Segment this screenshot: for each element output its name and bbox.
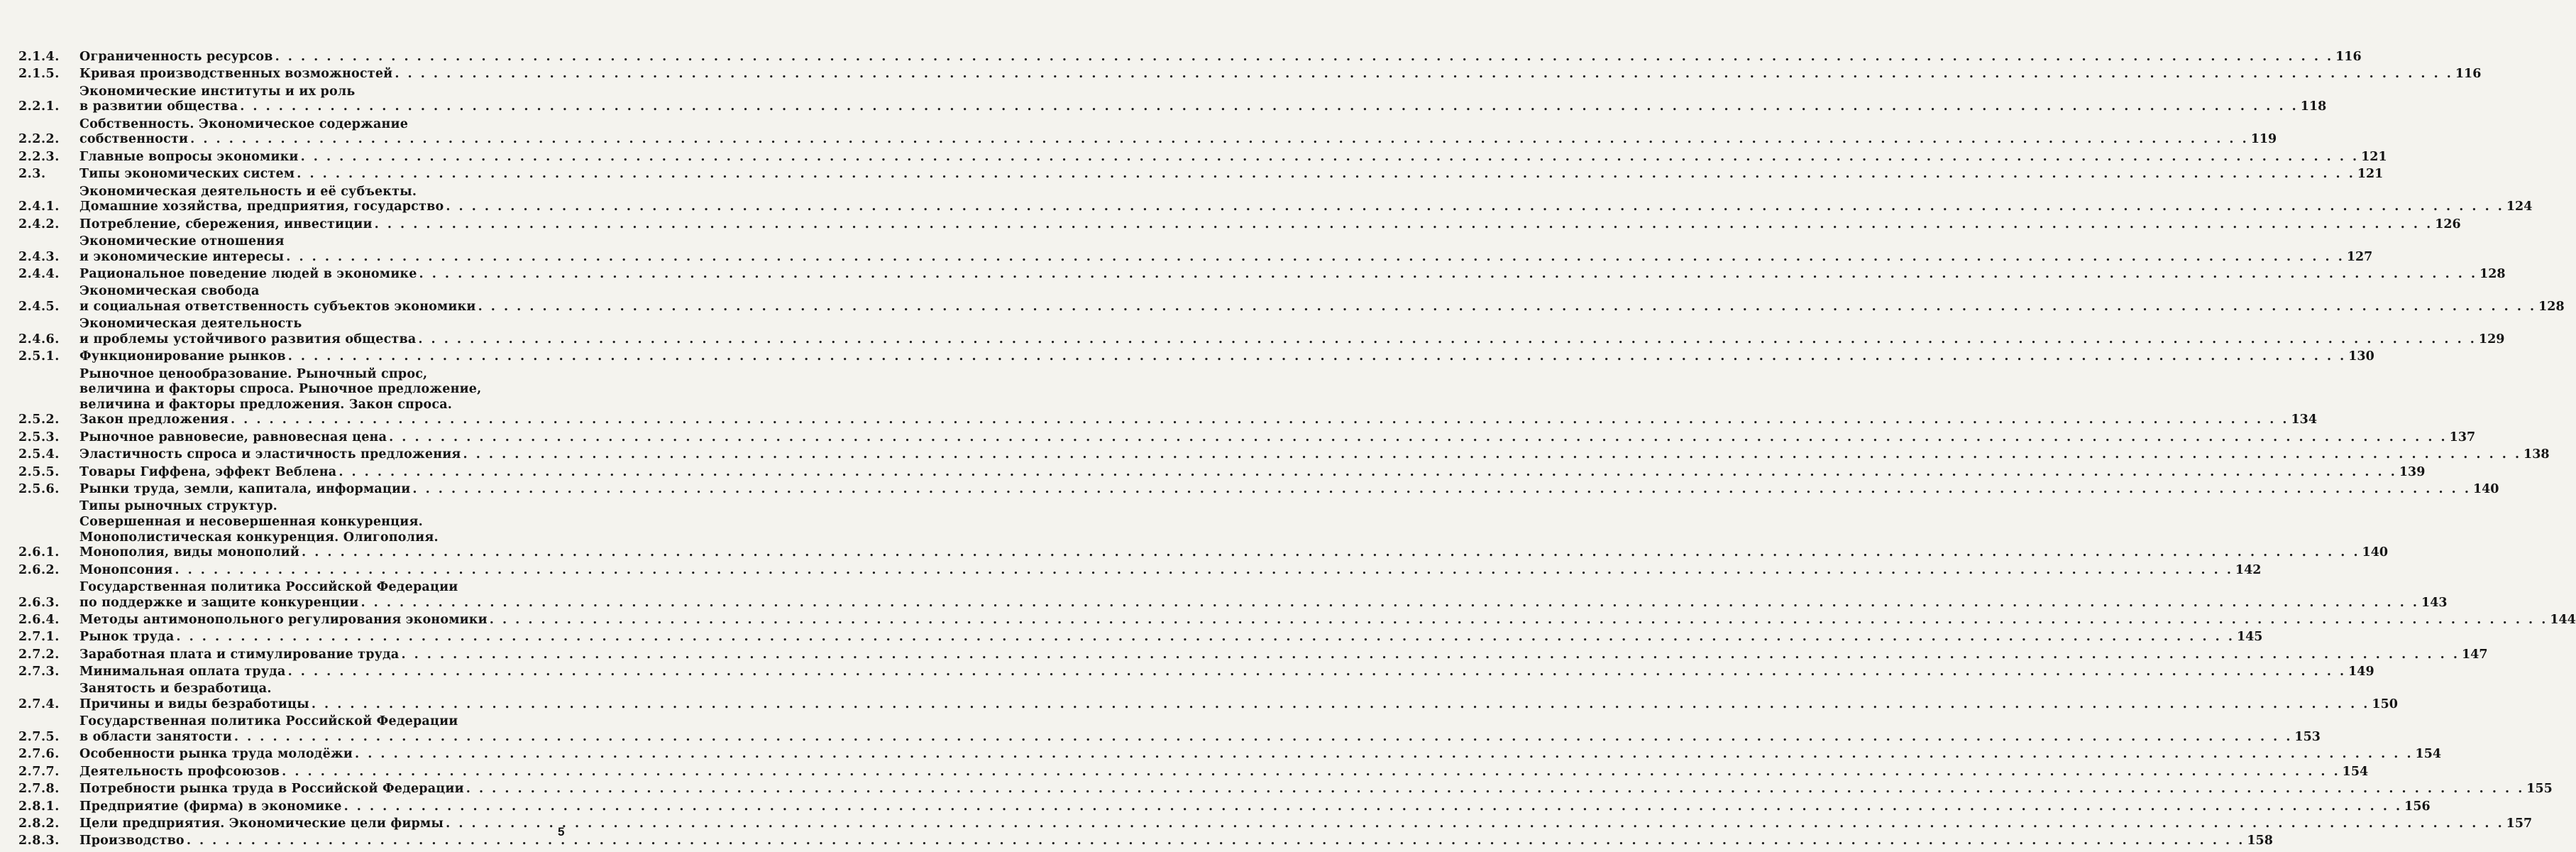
- page-reference: 127: [2346, 249, 2373, 264]
- section-title-line: Главные вопросы экономики: [79, 149, 299, 164]
- section-number: 2.7.1.: [18, 630, 60, 645]
- section-title-line: Типы рыночных структур.: [79, 499, 277, 514]
- section-title-line: Ограниченность ресурсов: [79, 50, 273, 64]
- page-reference: 119: [2250, 132, 2277, 147]
- page-reference: 116: [2335, 50, 2362, 64]
- section-number: 2.6.1.: [18, 545, 60, 560]
- toc-entry: [18, 481, 2499, 498]
- dot-leader: [412, 482, 2471, 498]
- section-number: 2.7.2.: [18, 647, 60, 662]
- section-title-line: Монополистическая конкуренция. Олигополия.: [79, 530, 439, 545]
- section-title-line: величина и факторы предложения. Закон спроса.: [79, 397, 453, 412]
- section-title-line: и экономические интересы: [79, 249, 285, 264]
- section-number: 2.8.3.: [18, 834, 60, 848]
- section-number: 2.4.5.: [18, 299, 60, 314]
- page-reference: 156: [2404, 799, 2431, 814]
- toc-entry: [18, 682, 2398, 712]
- toc-entry: [18, 647, 2488, 663]
- section-title-line: Рынки труда, земли, капитала, информации: [79, 481, 411, 496]
- page-reference: 121: [2357, 167, 2384, 182]
- dot-leader: [360, 596, 2419, 611]
- section-title-line: Эластичность спроса и эластичность предложения: [79, 447, 461, 462]
- section-number: 2.4.6.: [18, 332, 60, 346]
- dot-leader: [478, 300, 2537, 315]
- section-number: 2.6.4.: [18, 612, 60, 627]
- section-number: 2.2.1.: [18, 99, 60, 114]
- section-title-line: Особенности рынка труда молодёжи: [79, 747, 353, 762]
- toc-entry: [18, 167, 2384, 182]
- section-number: 2.1.5.: [18, 67, 60, 82]
- section-title-line: Экономические институты и их роль: [79, 84, 356, 99]
- page-reference: 130: [2348, 349, 2374, 364]
- toc-entry: [18, 630, 2263, 645]
- section-number: 2.2.2.: [18, 132, 60, 147]
- dot-leader: [338, 465, 2397, 481]
- section-title-line: Рыночное ценообразование. Рыночный спрос,: [79, 366, 428, 381]
- toc-entry: [18, 284, 2565, 315]
- toc-entry: [18, 84, 2327, 115]
- toc-entry: [18, 834, 2273, 849]
- section-title-line: в развитии общества: [79, 99, 238, 114]
- section-title-line: Рациональное поведение людей в экономике: [79, 266, 417, 281]
- toc-entry: [18, 116, 2277, 148]
- toc-entry: [18, 562, 2262, 579]
- page-reference: 140: [2362, 545, 2389, 560]
- toc-entry: [18, 67, 2482, 82]
- section-title-line: Монополия, виды монополий: [79, 545, 300, 560]
- page-reference: 116: [2455, 67, 2482, 82]
- dot-leader: [395, 67, 2453, 82]
- dot-leader: [355, 747, 2413, 763]
- section-number: 2.7.3.: [18, 665, 60, 679]
- section-title-line: в области занятости: [79, 730, 232, 745]
- section-title-line: Потребление, сбережения, инвестиции: [79, 217, 373, 231]
- toc-entry: [18, 447, 2550, 463]
- section-number: 2.4.1.: [18, 200, 60, 214]
- toc-entry: [18, 234, 2373, 265]
- toc-entry: [18, 665, 2374, 680]
- dot-leader: [187, 834, 2245, 849]
- page-reference: 143: [2421, 595, 2448, 610]
- section-title-line: Монопсония: [79, 562, 173, 577]
- section-number: 2.7.6.: [18, 747, 60, 762]
- toc-entry: [18, 764, 2369, 780]
- page-reference: 128: [2538, 299, 2565, 314]
- dot-leader: [401, 648, 2460, 663]
- section-title-line: Методы антимонопольного регулирования экономики: [79, 612, 488, 627]
- page-reference: 124: [2506, 200, 2533, 214]
- section-number: 2.5.3.: [18, 430, 60, 444]
- section-number: 2.7.7.: [18, 764, 60, 779]
- toc-entry: [18, 217, 2461, 233]
- section-title-line: Товары Гиффена, эффект Веблена: [79, 464, 337, 479]
- dot-leader: [419, 267, 2478, 283]
- section-title-line: Потребности рынка труда в Российской Федерации: [79, 782, 464, 797]
- section-title-line: Рыночное равновесие, равновесная цена: [79, 430, 387, 444]
- section-title-line: Домашние хозяйства, предприятия, государство: [79, 200, 444, 214]
- section-number: 2.5.1.: [18, 349, 60, 364]
- page-reference: 129: [2478, 332, 2505, 346]
- section-title-line: и проблемы устойчивого развития общества: [79, 332, 417, 346]
- page-reference: 150: [2372, 697, 2398, 712]
- section-number: 2.4.2.: [18, 217, 60, 231]
- dot-leader: [175, 563, 2233, 579]
- section-number: 2.6.2.: [18, 562, 60, 577]
- section-number: 2.5.6.: [18, 481, 60, 496]
- section-title-line: собственности: [79, 132, 189, 147]
- section-number: 2.6.3.: [18, 595, 60, 610]
- toc-entry: [18, 430, 2476, 446]
- dot-leader: [234, 730, 2293, 746]
- section-number: 2.8.1.: [18, 799, 60, 814]
- section-number: 2.3.: [18, 167, 46, 182]
- page-reference: 153: [2294, 730, 2321, 745]
- toc-entry: [18, 782, 2553, 797]
- section-title-line: Закон предложения: [79, 413, 229, 427]
- section-title-line: Деятельность профсоюзов: [79, 764, 280, 779]
- section-title-line: по поддержке и защите конкуренции: [79, 595, 359, 610]
- section-title-line: Причины и виды безработицы: [79, 697, 309, 712]
- page-reference: 126: [2435, 217, 2461, 231]
- section-number: 2.1.4.: [18, 50, 60, 64]
- section-title-line: Совершенная и несовершенная конкуренция.: [79, 514, 423, 529]
- page-reference: 157: [2506, 816, 2533, 831]
- dot-leader: [282, 765, 2340, 780]
- section-title-line: Экономическая деятельность и её субъекты.: [79, 184, 417, 199]
- toc-entry: [18, 799, 2431, 815]
- section-title-line: Рынок труда: [79, 630, 175, 645]
- dot-leader: [240, 99, 2299, 115]
- section-number: 2.7.5.: [18, 730, 60, 745]
- dot-leader: [344, 799, 2403, 815]
- page-reference: 154: [2415, 747, 2442, 762]
- page-reference: 144: [2550, 612, 2576, 627]
- dot-leader: [297, 167, 2355, 182]
- section-title-line: Государственная политика Российской Федерации: [79, 714, 458, 729]
- toc-entry: [18, 579, 2448, 611]
- toc-entry: [18, 349, 2374, 365]
- toc-entry: [18, 184, 2533, 215]
- section-number: 2.7.8.: [18, 782, 60, 797]
- section-title-line: Экономическая свобода: [79, 284, 260, 299]
- section-title-line: Экономическая деятельность: [79, 317, 302, 332]
- page-reference: 118: [2300, 99, 2327, 114]
- toc-entry: [18, 366, 2318, 428]
- dot-leader: [190, 132, 2249, 148]
- section-title-line: Занятость и безработица.: [79, 682, 272, 697]
- toc-entry: [18, 816, 2533, 832]
- dot-leader: [176, 630, 2235, 645]
- section-number: 2.4.4.: [18, 266, 60, 281]
- dot-leader: [302, 545, 2360, 561]
- page-reference: 145: [2236, 630, 2263, 645]
- page-reference: 142: [2235, 562, 2262, 577]
- page-reference: 137: [2449, 430, 2476, 444]
- dot-leader: [446, 816, 2504, 832]
- page-reference: 138: [2523, 447, 2550, 462]
- section-number: 2.8.2.: [18, 816, 60, 831]
- dot-leader: [288, 349, 2347, 365]
- page-reference: 134: [2291, 413, 2318, 427]
- dot-leader: [301, 150, 2360, 165]
- dot-leader: [466, 782, 2525, 797]
- page-reference: 155: [2526, 782, 2553, 797]
- dot-leader: [231, 413, 2289, 428]
- section-title-line: Цели предприятия. Экономические цели фирмы: [79, 816, 444, 831]
- section-number: 2.4.3.: [18, 249, 60, 264]
- page-reference: 149: [2348, 665, 2374, 679]
- page-reference: 121: [2361, 149, 2387, 164]
- section-title-line: Кривая производственных возможностей: [79, 67, 393, 82]
- section-title-line: Предприятие (фирма) в экономике: [79, 799, 342, 814]
- section-number: 2.5.4.: [18, 447, 60, 462]
- toc-entry: [18, 464, 2426, 481]
- toc-entry: [18, 747, 2442, 763]
- section-title-line: Типы экономических систем: [79, 167, 295, 182]
- page-reference: 154: [2342, 764, 2369, 779]
- dot-leader: [312, 697, 2370, 713]
- section-title-line: Функционирование рынков: [79, 349, 286, 364]
- toc-entry: [18, 50, 2362, 65]
- page-reference: 128: [2479, 266, 2506, 281]
- dot-leader: [375, 217, 2433, 233]
- section-title-line: Экономические отношения: [79, 234, 285, 248]
- section-title-line: Государственная политика Российской Федерации: [79, 579, 458, 594]
- section-title-line: Минимальная оплата труда: [79, 665, 286, 679]
- section-number: 2.5.2.: [18, 413, 60, 427]
- page-reference: 140: [2472, 481, 2499, 496]
- section-title-line: и социальная ответственность субъектов экономики: [79, 299, 476, 314]
- toc-entry: [18, 266, 2506, 283]
- toc-entry: [18, 714, 2321, 745]
- page-number: 5: [558, 825, 565, 839]
- dot-leader: [389, 430, 2448, 446]
- dot-leader: [446, 200, 2504, 215]
- section-title-line: Производство: [79, 834, 185, 848]
- toc-entry: [18, 317, 2505, 347]
- section-title-line: Собственность. Экономическое содержание: [79, 116, 409, 131]
- dot-leader: [418, 332, 2477, 348]
- page-reference: 158: [2247, 834, 2273, 848]
- section-number: 2.5.5.: [18, 464, 60, 479]
- dot-leader: [275, 50, 2334, 65]
- dot-leader: [490, 613, 2548, 628]
- section-number: 2.7.4.: [18, 697, 60, 712]
- table-of-contents: [18, 50, 2576, 851]
- section-title-line: величина и факторы спроса. Рыночное предложение,: [79, 382, 482, 397]
- dot-leader: [463, 447, 2522, 463]
- dot-leader: [288, 665, 2347, 680]
- toc-entry: [18, 612, 2576, 628]
- dot-leader: [286, 250, 2345, 266]
- section-title-line: Заработная плата и стимулирование труда: [79, 647, 400, 662]
- page-reference: 147: [2461, 647, 2488, 662]
- section-number: 2.2.3.: [18, 149, 60, 164]
- toc-entry: [18, 149, 2387, 165]
- toc-entry: [18, 499, 2389, 560]
- page-reference: 139: [2399, 464, 2426, 479]
